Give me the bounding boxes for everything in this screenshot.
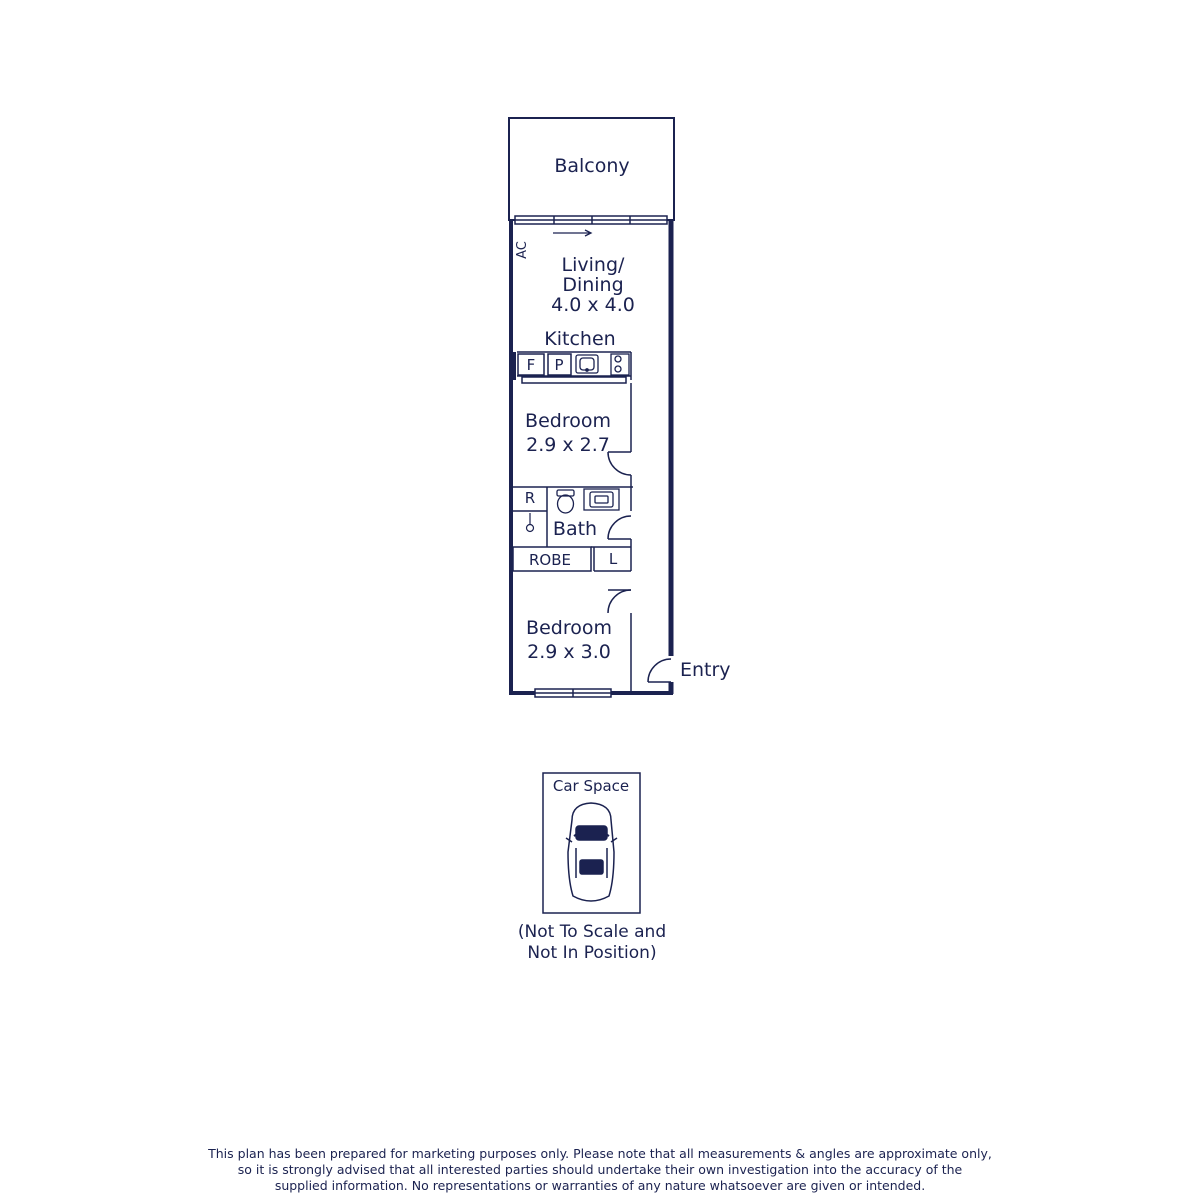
car-space-note-line2: Not In Position) (527, 943, 657, 963)
entry-label: Entry (680, 659, 731, 681)
fridge-label: F (526, 356, 536, 374)
living-label-line2: Dining (562, 274, 624, 296)
living-dimensions: 4.0 x 4.0 (551, 294, 635, 316)
disclaimer-line: so it is strongly advised that all interested parties should undertake their own investigation into the accuracy of the (237, 1162, 963, 1177)
car-space-label: Car Space (552, 777, 630, 795)
bedroom1-dimensions: 2.9 x 2.7 (526, 434, 610, 456)
sliding-arrow-icon (553, 230, 591, 236)
cooktop-icon (611, 354, 629, 375)
linen-label: L (608, 550, 618, 568)
disclaimer (190, 1146, 1010, 1194)
bedroom2-door (608, 590, 631, 613)
entry-door (648, 659, 671, 682)
robe-short-label: R (524, 489, 536, 507)
disclaimer-line: This plan has been prepared for marketing purposes only. Please note that all measurements & angles are approximate only, (208, 1146, 992, 1161)
bath-door (608, 516, 631, 539)
toilet-icon (557, 490, 574, 513)
bedroom2-label: Bedroom (526, 617, 612, 639)
car-space-note-line1: (Not To Scale and (517, 922, 667, 942)
living-label-line1: Living/ (561, 254, 625, 276)
vanity-basin-icon (584, 489, 619, 510)
bath-label: Bath (552, 518, 598, 540)
bedroom2-dimensions: 2.9 x 3.0 (527, 641, 611, 663)
balcony-label: Balcony (554, 155, 630, 177)
bedroom1-label: Bedroom (525, 410, 611, 432)
pantry-label: P (554, 356, 564, 374)
ac-label: AC (515, 241, 530, 259)
balcony-sliding-door (515, 216, 667, 224)
sink-icon (576, 355, 598, 373)
disclaimer-line: supplied information. No representations or warranties of any nature whatsoever are given or intended. (274, 1178, 926, 1193)
bedroom1-door (608, 452, 631, 475)
car-icon (566, 803, 617, 901)
robe-label: ROBE (529, 551, 571, 569)
bedroom-window (535, 689, 611, 697)
kitchen-label: Kitchen (544, 328, 616, 350)
tap-icon (527, 513, 534, 532)
